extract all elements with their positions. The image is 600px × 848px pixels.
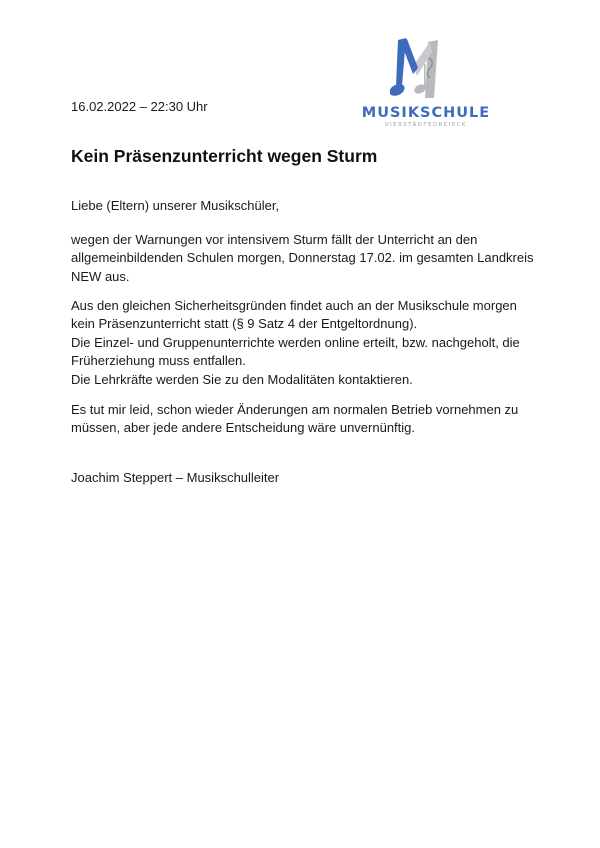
text-line: NEW aus. <box>71 268 130 284</box>
text-line: kein Präsenzunterricht statt (§ 9 Satz 4 der Entgeltordnung). <box>71 316 418 332</box>
greeting: Liebe (Eltern) unserer Musikschüler, <box>71 198 280 213</box>
text-line: müssen, aber jede andere Entscheidung wäre unvernünftig. <box>71 420 415 436</box>
music-note-m-logo-icon <box>390 36 462 102</box>
page-title: Kein Präsenzunterricht wegen Sturm <box>71 146 378 166</box>
text-line: Aus den gleichen Sicherheitsgründen findet auch an der Musikschule morgen <box>71 298 517 313</box>
musikschule-logo <box>360 36 490 132</box>
paragraph-music-school <box>71 297 541 389</box>
text-line: allgemeinbildenden Schulen morgen, Donnerstag 17.02. im gesamten Landkreis <box>71 250 534 266</box>
signature: Joachim Steppert – Musikschulleiter <box>71 470 280 485</box>
paragraph-apology <box>71 401 541 438</box>
date-time: 16.02.2022 – 22:30 Uhr <box>71 99 208 114</box>
text-line: Früherziehung muss entfallen. <box>71 353 246 369</box>
text-line: wegen der Warnungen vor intensivem Sturm fällt der Unterricht an den <box>71 232 478 247</box>
text-line: Die Lehrkräfte werden Sie zu den Modalitäten kontaktieren. <box>71 371 413 387</box>
logo-title: MUSIKSCHULE <box>361 105 491 121</box>
text-line: Die Einzel- und Gruppenunterrichte werden online erteilt, bzw. nachgeholt, die <box>71 334 520 350</box>
text-line: Es tut mir leid, schon wieder Änderungen am normalen Betrieb vornehmen zu <box>71 402 519 417</box>
logo-subtitle: VIERSTÄDTEDREIECK <box>385 122 467 128</box>
paragraph-storm-warning <box>71 231 541 286</box>
